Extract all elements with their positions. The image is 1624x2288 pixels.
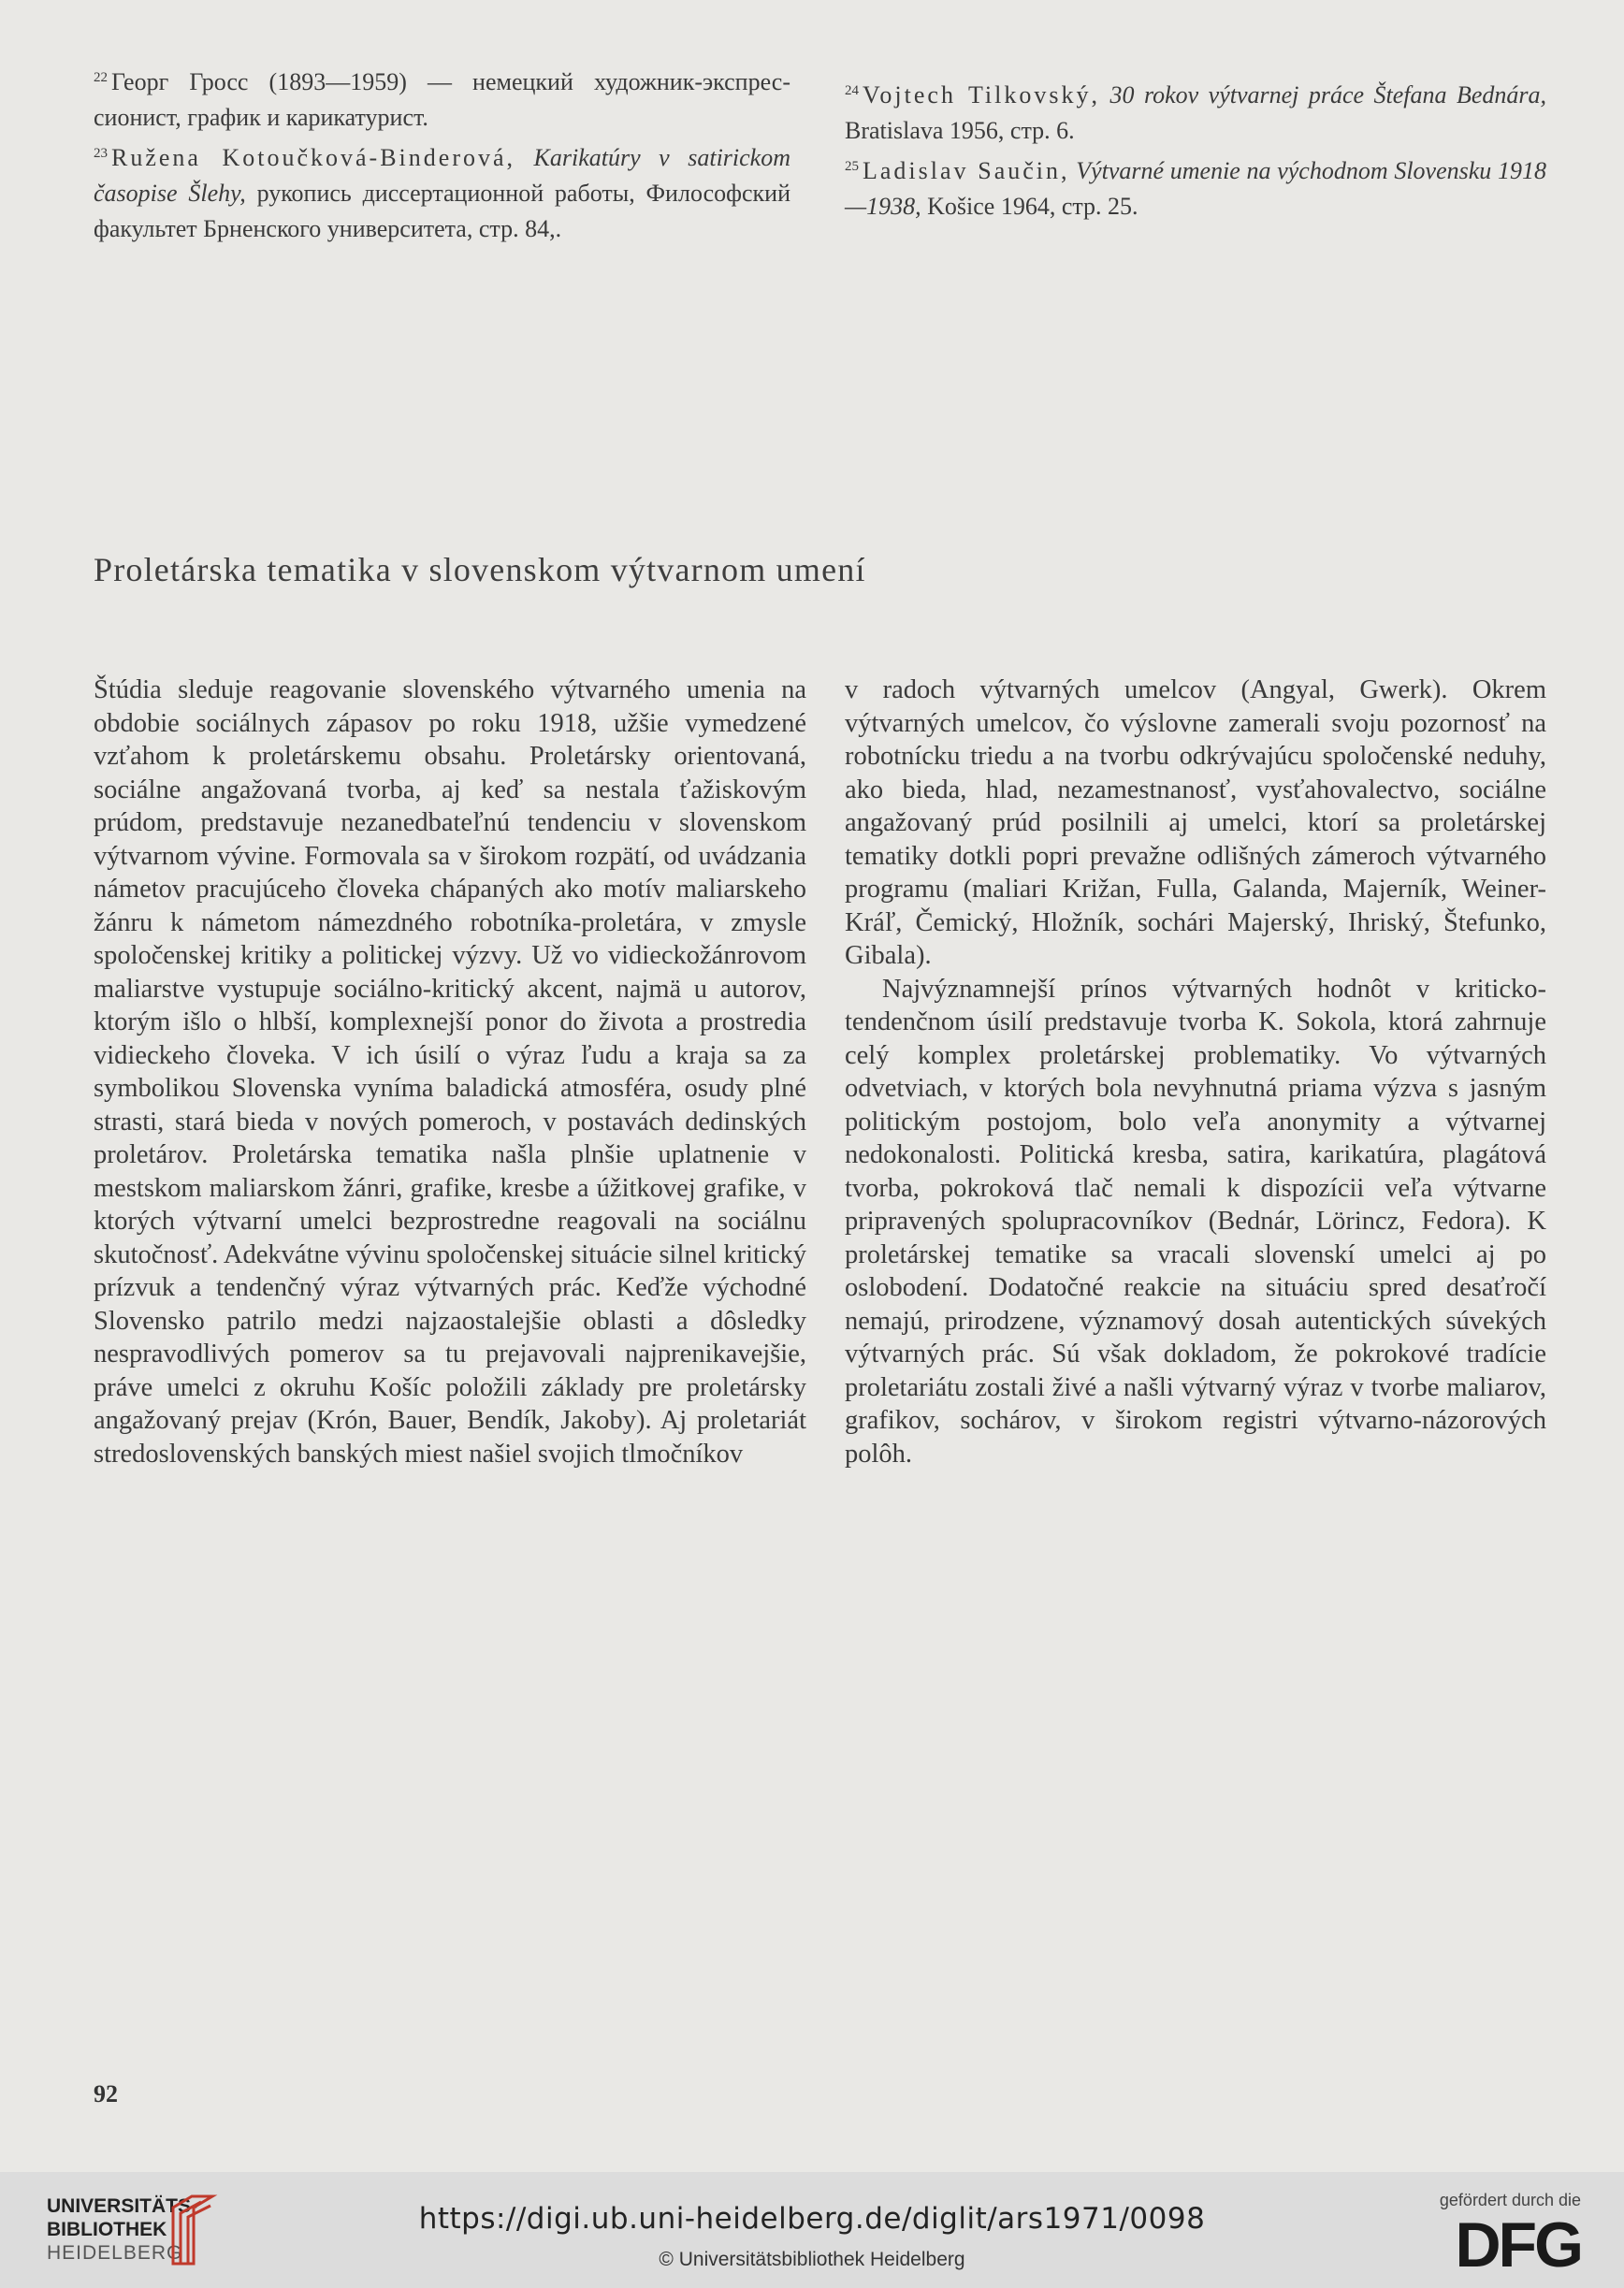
page-number: 92 (94, 2080, 118, 2107)
body-paragraph: v radoch výtvarných umelcov (Angyal, Gwerk). Okrem výtvarných umelcov, čo výslovne zamerali svoju pozornosť na robotnícku triedu a na tvorbu odkrývajúcu spoločenské neduhy, ako bieda, hlad, nezamestnanosť, vysťahovalectvo, sociálne angažovaný prúd posilnili aj umelci, ktorí sa proletárskej tematiky dotkli popri prevažne odlišných zámeroch výtvarného programu (maliari Križan, Fulla, Galanda, Majerník, Weiner-Kráľ, Čemický, Hložník, sochári Majerský, Ihriský, Štefunko, Gibala). (845, 675, 1546, 970)
body-column-right (845, 673, 1546, 1470)
viewer-footer (0, 2172, 1624, 2288)
copyright-notice: © Universitätsbibliothek Heidelberg (659, 2249, 965, 2270)
body-column-left (94, 673, 806, 1470)
permalink-url[interactable]: https://digi.ub.uni-heidelberg.de/diglit/ars1971/0098 (418, 2202, 1206, 2236)
body-paragraph: Najvýznamnejší prínos výtvarných hodnôt v kritickotendenčnom úsilí predstavuje tvorba K. Sokola, ktorá zahrnuje celý komplex proletárskej problematiky. Vo výtvarných odvetviach, v ktorých bola nevyhnutná priama výzva s jasným politickým postojom, bolo veľa anonymity a výtvarnej nedokonalosti. Politická kresba, satira, karikatúra, plagátová tvorba, pokroková tlač nemali k dispozícii veľa výtvarne pripravených spolupracovníkov (Bednár, Lörincz, Fedora). K proletárskej tematike sa vracali slovenskí umelci aj po oslobodení. Dodatočné reakcie na situáciu spred desaťročí nemajú, prirodzene, významový dosah autentických súvekých výtvarných prác. Sú však dokladom, že pokrokové tradície proletariátu zostali živé a našli výtvarný výraz v tvorbe maliarov, grafikov, sochárov, v širokom registri výtvarno-názorových polôh. (845, 974, 1546, 1469)
funding-label: gefördert durch die (1439, 2191, 1581, 2209)
footnotes-left (94, 60, 790, 247)
body-paragraph: Štúdia sleduje reagovanie slovenského výtvarného umenia na obdobie sociálnych zápasov po roku 1918, užšie vymedzené vzťahom k proletárskemu obsahu. Proletársky orientovaná, sociálne angažovaná tvorba, aj keď sa nestala ťažiskovým prúdom, predstavuje nezanedbateľnú tendenciu v slovenskom výtvarnom vývine. Formovala sa v širokom rozpätí, od uvádzania námetov pracujúceho človeka chápaných ako motív maliarskeho žánru k námetom námezdného robotníka-proletára, v zmysle spoločenskej kritiky a politickej výzvy. Už vo vidieckožánrovom maliarstve vystupuje sociálno-kritický akcent, najmä u autorov, ktorým išlo o hlbší, komplexnejší ponor do života a prostredia vidieckeho človeka. V ich úsilí o výraz ľudu a kraja sa za symbolikou Slovenska vyníma baladická atmosféra, osudy plné strasti, stará bieda v nových pomeroch, v postavách dedinských proletárov. Proletárska tematika našla plnšie uplatnenie v mestskom maliarskom žánri, grafike, kresbe a úžitkovej grafike, v ktorých výtvarní umelci bezprostredne reagovali na sociálnu skutočnosť. Adekvátne vývinu spoločenskej situácie silnel kritický prízvuk a tendenčný výraz výtvarných prác. Keďže východné Slovensko patrilo medzi najzaostalejšie oblasti a dôsledky nespravodlivých pomerov sa tu prejavovali najprenikavejšie, práve umelci z okruhu Košíc položili základy pre proletársky angažovaný prejav (Krón, Bauer, Bendík, Jakoby). Aj proletariát stredoslovenských banských miest našiel svojich tlmočníkov (94, 675, 806, 1469)
dfg-logo[interactable]: DFG (1455, 2209, 1581, 2281)
footnote-25: $^{25}$ Ladislav Saučin, Výtvarné umenie na východnom Slovensku 1918—1938, Košice 1964, стр. 25. (845, 157, 1546, 220)
footnote-23: $^{23}$ Ružena Kotoučková-Binderová, Karikatúry v satirickom časopise Šlehy, рукопись диссертационной работы, Философский факультет Брненского университета, стр. 84,. (94, 144, 790, 242)
library-logo[interactable]: UNIVERSITÄTS- BIBLIOTHEK HEIDELBERG (47, 2195, 198, 2264)
footnotes-right (845, 73, 1546, 224)
footnote-22: $^{22}$ Георг Гросс (1893—1959) — немецкий художник-экспрессионист, график и карикатурист. (94, 68, 790, 131)
section-heading: Proletárska tematika v slovenskom výtvarnom umení (94, 551, 866, 588)
footnote-24: $^{24}$ Vojtech Tilkovský, 30 rokov výtvarnej práce Štefana Bednára, Bratislava 1956, стр. 6. (845, 81, 1547, 144)
